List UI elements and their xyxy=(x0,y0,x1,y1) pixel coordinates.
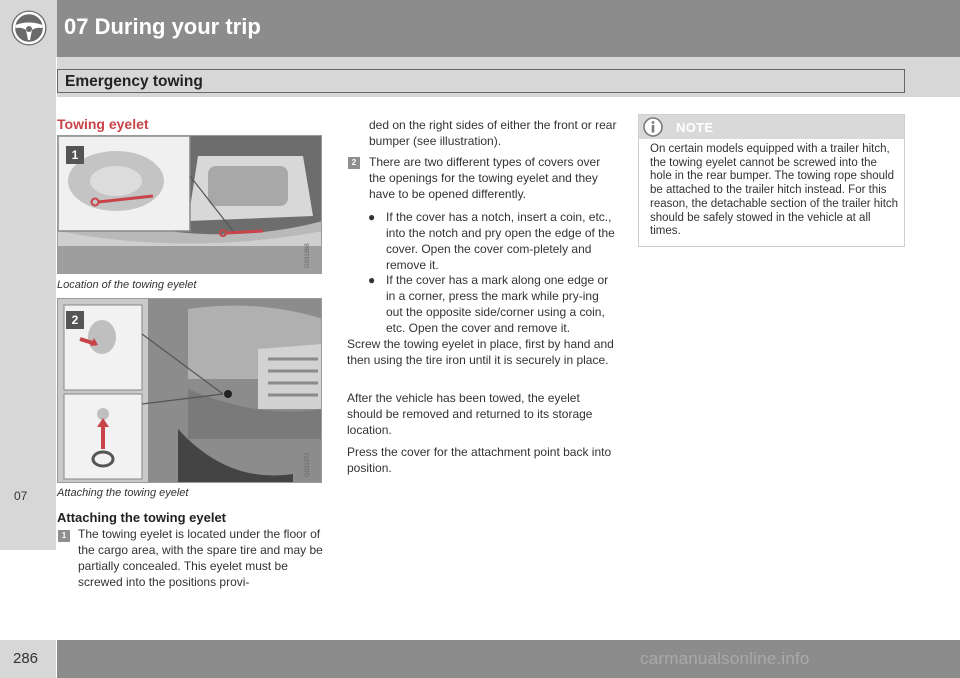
figure1-badge: 1 xyxy=(66,146,84,164)
figure2-code: G031971 xyxy=(305,452,311,477)
bullet-text: If the cover has a mark along one edge or in a corner, press the mark while pry-ing out the opposite side/corner using a coin, etc. Open the cover and remove it. xyxy=(386,273,609,335)
steering-wheel-icon xyxy=(10,9,48,47)
list-item xyxy=(368,272,618,336)
step1-badge: 1 xyxy=(58,530,70,542)
para-cover: Press the cover for the attachment point back into position. xyxy=(347,445,612,475)
page-number: 286 xyxy=(13,650,39,667)
subheading-attaching: Attaching the towing eyelet xyxy=(57,510,227,525)
step1-text: The towing eyelet is located under the floor of the cargo area, with the spare tire and may be partially concealed. This eyelet must be screwed into the positions provi- xyxy=(78,527,323,589)
figure-attaching-eyelet xyxy=(57,298,322,483)
bullet-text: If the cover has a notch, insert a coin, etc., into the notch and pry open the edge of the cover. Open the cover com-pletely and remove it. xyxy=(386,210,615,272)
step2-text: There are two different types of covers over the openings for the towing eyelet and they have to be opened differently. xyxy=(369,155,601,201)
header-icon-box xyxy=(0,0,56,57)
figure2-badge: 2 xyxy=(66,311,84,329)
section-heading: Towing eyelet xyxy=(57,116,149,132)
note-label: NOTE xyxy=(676,120,714,135)
chapter-title: 07 During your trip xyxy=(64,14,261,39)
step1-continuation: ded on the right sides of either the front or rear bumper (see illustration). xyxy=(369,118,617,148)
figure-towing-eyelet-location xyxy=(57,135,322,274)
figure2-caption: Attaching the towing eyelet xyxy=(57,487,189,499)
front-bumper-illustration xyxy=(58,299,322,483)
figure1-code: G031968 xyxy=(305,243,311,268)
bullet-icon: ● xyxy=(368,273,376,287)
step2-badge: 2 xyxy=(348,157,360,169)
cargo-area-illustration xyxy=(58,136,322,274)
list-item xyxy=(368,209,618,273)
section-title: Emergency towing xyxy=(65,73,203,90)
info-icon xyxy=(643,117,663,137)
watermark: carmanualsonline.info xyxy=(640,649,810,668)
bullet-icon: ● xyxy=(368,210,376,224)
para-screw: Screw the towing eyelet in place, first by hand and then using the tire iron until it is securely in place. xyxy=(347,337,614,367)
note-box xyxy=(638,114,905,247)
footer-band xyxy=(57,640,960,678)
para-after-tow: After the vehicle has been towed, the eyelet should be removed and returned to its storage location. xyxy=(347,391,593,437)
chapter-side-tab xyxy=(0,57,56,550)
note-text: On certain models equipped with a trailer hitch, the towing eyelet cannot be screwed into the hole in the rear bumper. The towing rope should be attached to the trailer hitch instead. For this reason, the detachable section of the trailer hitch should be safely stowed in the vehicle at all times. xyxy=(650,143,899,238)
figure1-caption: Location of the towing eyelet xyxy=(57,279,197,291)
chapter-tab-number: 07 xyxy=(14,489,28,503)
